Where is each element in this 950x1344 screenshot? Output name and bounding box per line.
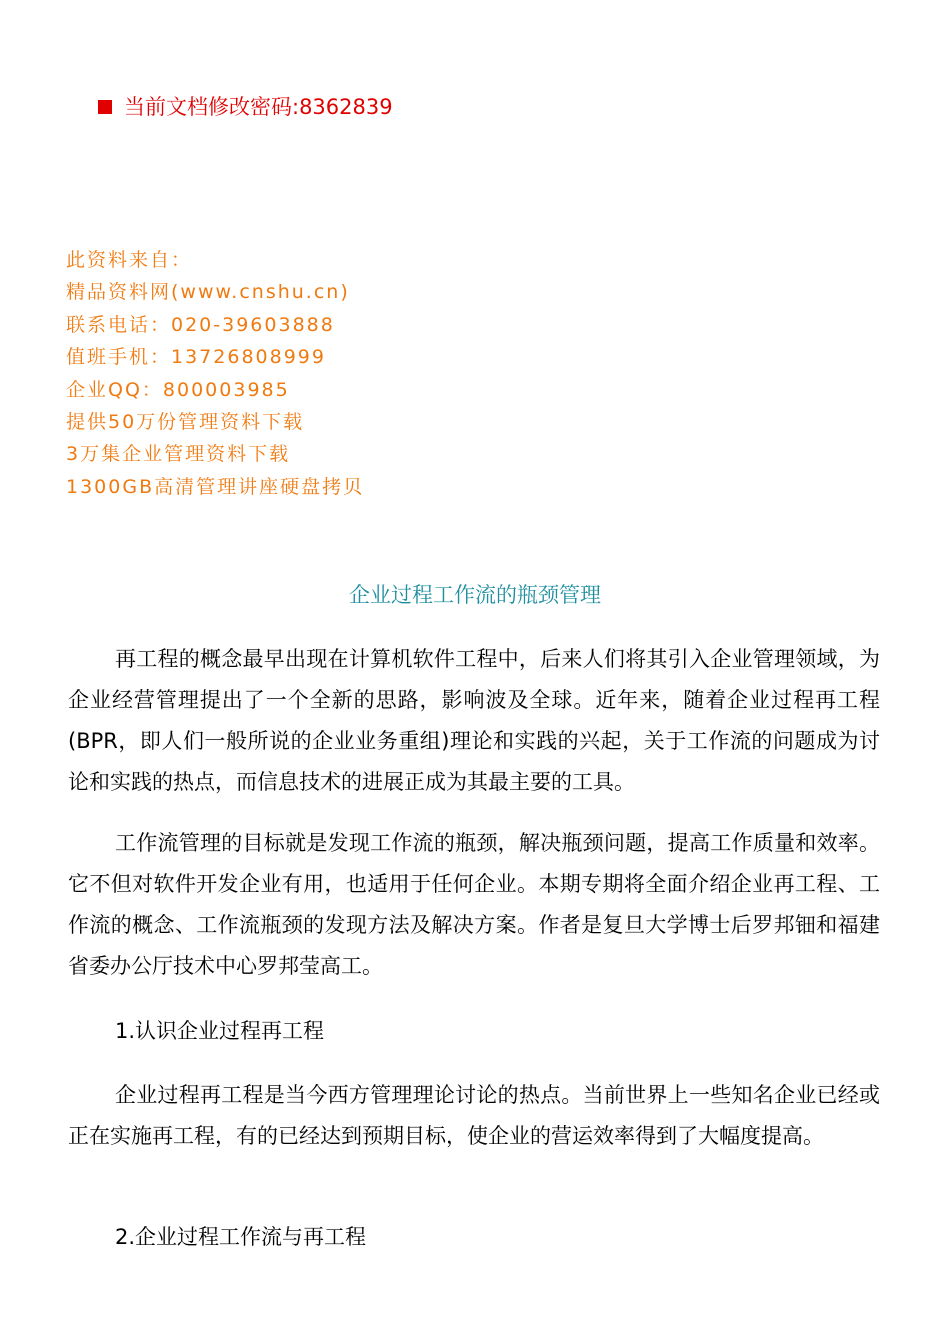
source-line-from: 此资料来自： [66,249,193,271]
source-line-website: 精品资料网(www.cnshu.cn) [66,281,350,304]
source-line-phone: 联系电话：020-39603888 [66,313,335,336]
paragraph-workflow-goal: 工作流管理的目标就是发现工作流的瓶颈，解决瓶颈问题，提高工作质量和效率。它不但对软件开发企业有用，也适用于任何企业。本期专期将全面介绍企业再工程、工作流的概念、工作流瓶颈的发现方法及解决方案。作者是复旦大学博士后罗邦钿和福建省委办公厅技术中心罗邦莹高工。 [68,831,880,978]
password-notice-text: 当前文档修改密码:8362839 [124,95,393,119]
paragraph-intro: 再工程的概念最早出现在计算机软件工程中，后来人们将其引入企业管理领域，为企业经营管理提出了一个全新的思路，影响波及全球。近年来，随着企业过程再工程(BPR，即人们一般所说的企业业务重组)理论和实践的兴起，关于工作流的问题成为讨论和实践的热点，而信息技术的进展正成为其最主要的工具。 [68,647,880,794]
source-line-offer-3: 1300GB高清管理讲座硬盘拷贝 [66,475,365,498]
document-title: 企业过程工作流的瓶颈管理 [349,583,601,607]
source-info-block [66,244,364,503]
password-notice [98,92,393,120]
source-line-offer-1: 提供50万份管理资料下载 [66,410,305,433]
red-square-icon [98,100,112,114]
paragraph-bpr-hotspot: 企业过程再工程是当今西方管理理论讨论的热点。当前世界上一些知名企业已经或正在实施再工程，有的已经达到预期目标，使企业的营运效率得到了大幅度提高。 [68,1083,880,1148]
section-heading-2: 2.企业过程工作流与再工程 [115,1225,367,1249]
section-heading-1: 1.认识企业过程再工程 [115,1019,325,1043]
source-line-mobile: 值班手机：13726808999 [66,346,326,369]
source-line-offer-2: 3万集企业管理资料下载 [66,443,291,466]
source-line-qq: 企业QQ：800003985 [66,378,290,401]
